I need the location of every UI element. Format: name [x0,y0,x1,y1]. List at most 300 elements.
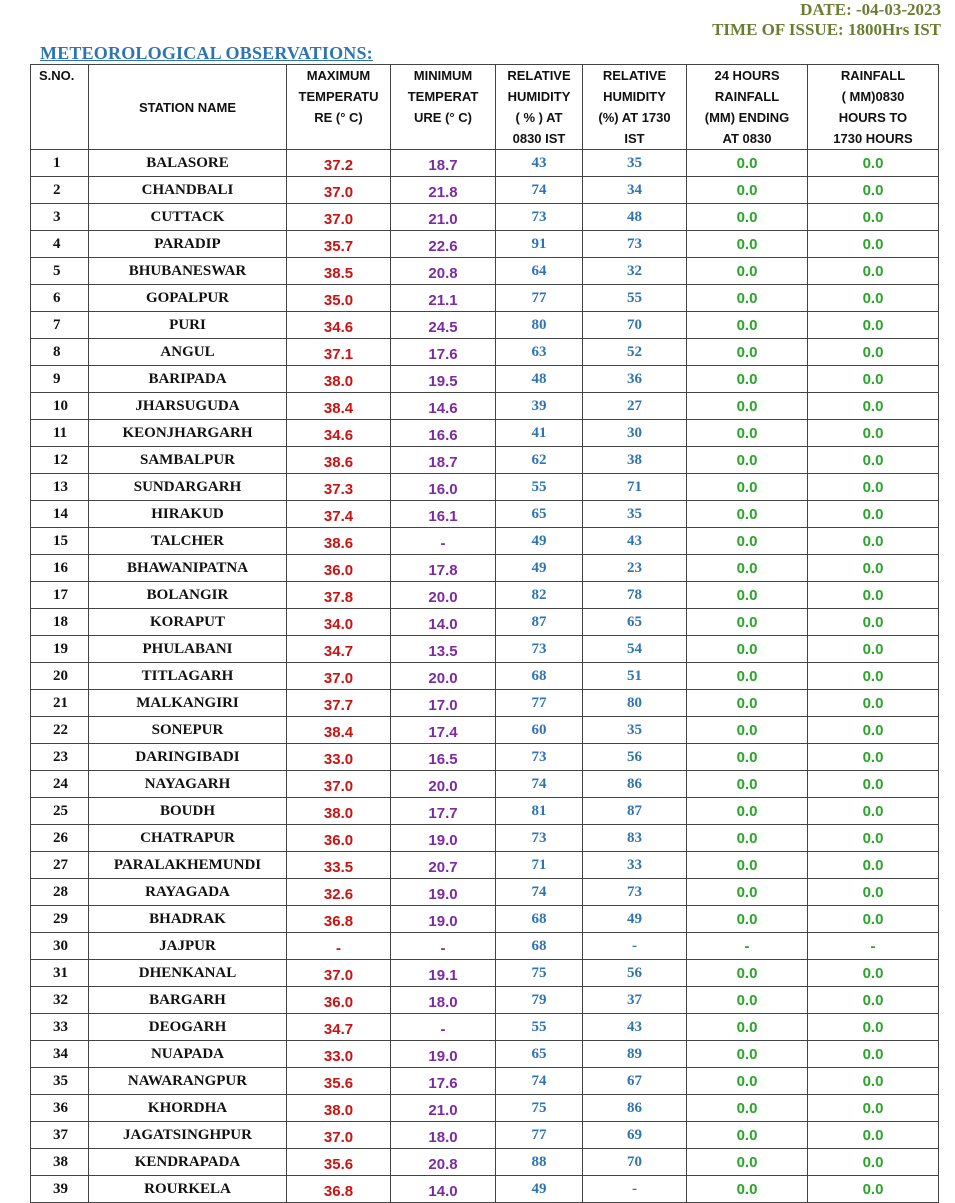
table-row [31,771,939,798]
cell-rh-0830: 48 [496,366,583,393]
cell-rain-24h: 0.0 [687,204,808,231]
table-row [31,582,939,609]
table-row [31,555,939,582]
table-row [31,420,939,447]
cell-rh-1730: 35 [583,717,687,744]
cell-max-temp: 37.0 [287,771,391,798]
cell-rain-24h: 0.0 [687,366,808,393]
cell-min-temp: - [391,528,496,555]
cell-sno: 12 [31,447,89,474]
cell-rh-1730: 55 [583,285,687,312]
cell-min-temp: 21.8 [391,177,496,204]
cell-rh-0830: 62 [496,447,583,474]
cell-rain-0830-1730: 0.0 [808,1122,939,1149]
cell-sno: 1 [31,150,89,177]
cell-station-name: GOPALPUR [89,285,287,312]
cell-rh-1730: 36 [583,366,687,393]
cell-rh-1730: 86 [583,771,687,798]
table-row [31,393,939,420]
cell-rh-1730: 33 [583,852,687,879]
cell-min-temp: 20.8 [391,1149,496,1176]
cell-rh-1730: 48 [583,204,687,231]
cell-sno: 17 [31,582,89,609]
cell-rain-0830-1730: 0.0 [808,285,939,312]
table-row [31,1095,939,1122]
cell-rain-0830-1730: 0.0 [808,825,939,852]
cell-sno: 7 [31,312,89,339]
cell-min-temp: 17.0 [391,690,496,717]
cell-rain-24h: 0.0 [687,339,808,366]
cell-rh-1730: 34 [583,177,687,204]
cell-rain-0830-1730: 0.0 [808,852,939,879]
cell-rh-0830: 68 [496,663,583,690]
cell-sno: 31 [31,960,89,987]
cell-sno: 4 [31,231,89,258]
cell-sno: 2 [31,177,89,204]
cell-rh-0830: 68 [496,906,583,933]
cell-rh-1730: 35 [583,150,687,177]
cell-max-temp: 34.6 [287,312,391,339]
cell-rain-24h: 0.0 [687,582,808,609]
cell-min-temp: 13.5 [391,636,496,663]
cell-station-name: PURI [89,312,287,339]
table-row [31,204,939,231]
cell-max-temp: 37.0 [287,204,391,231]
table-row [31,1068,939,1095]
cell-rh-0830: 49 [496,528,583,555]
table-row [31,447,939,474]
cell-sno: 6 [31,285,89,312]
cell-rh-0830: 49 [496,1176,583,1203]
cell-min-temp: 18.0 [391,987,496,1014]
table-row [31,636,939,663]
cell-station-name: NUAPADA [89,1041,287,1068]
cell-rh-1730: 30 [583,420,687,447]
table-body [31,150,939,1203]
cell-min-temp: 20.0 [391,771,496,798]
cell-rain-24h: 0.0 [687,447,808,474]
cell-rain-0830-1730: 0.0 [808,717,939,744]
table-row [31,339,939,366]
cell-station-name: BHUBANESWAR [89,258,287,285]
cell-max-temp: 38.0 [287,366,391,393]
cell-rh-1730: 27 [583,393,687,420]
cell-sno: 39 [31,1176,89,1203]
table-row [31,312,939,339]
cell-sno: 19 [31,636,89,663]
cell-rain-0830-1730: 0.0 [808,204,939,231]
cell-station-name: RAYAGADA [89,879,287,906]
cell-rain-0830-1730: 0.0 [808,744,939,771]
cell-max-temp: 35.7 [287,231,391,258]
cell-rh-1730: 23 [583,555,687,582]
cell-rain-0830-1730: 0.0 [808,393,939,420]
cell-max-temp: 33.0 [287,744,391,771]
table-row [31,1014,939,1041]
cell-sno: 14 [31,501,89,528]
cell-station-name: TALCHER [89,528,287,555]
cell-max-temp: 36.0 [287,987,391,1014]
table-row [31,258,939,285]
cell-min-temp: 24.5 [391,312,496,339]
cell-rh-1730: 65 [583,609,687,636]
cell-rh-1730: 35 [583,501,687,528]
cell-rh-1730: 70 [583,312,687,339]
cell-max-temp: 32.6 [287,879,391,906]
cell-rain-0830-1730: 0.0 [808,420,939,447]
col-header-max-temp: MAXIMUM TEMPERATU RE (° C) [287,65,391,150]
cell-rh-0830: 87 [496,609,583,636]
cell-max-temp: 37.7 [287,690,391,717]
table-row [31,879,939,906]
cell-rain-0830-1730: 0.0 [808,1095,939,1122]
cell-rh-1730: 67 [583,1068,687,1095]
time-of-issue: TIME OF ISSUE: 1800Hrs IST [712,20,941,39]
report-date: DATE: -04-03-2023 [800,0,941,19]
cell-rh-1730: 52 [583,339,687,366]
cell-rh-0830: 71 [496,852,583,879]
cell-min-temp: 17.7 [391,798,496,825]
cell-rain-0830-1730: 0.0 [808,609,939,636]
cell-sno: 36 [31,1095,89,1122]
cell-rh-1730: 78 [583,582,687,609]
cell-rh-0830: 64 [496,258,583,285]
table-row [31,960,939,987]
cell-min-temp: 16.5 [391,744,496,771]
cell-min-temp: 16.1 [391,501,496,528]
cell-rain-0830-1730: - [808,933,939,960]
cell-rain-24h: 0.0 [687,1014,808,1041]
cell-station-name: BALASORE [89,150,287,177]
cell-min-temp: 21.0 [391,204,496,231]
cell-min-temp: 19.0 [391,879,496,906]
cell-station-name: JAJPUR [89,933,287,960]
cell-sno: 35 [31,1068,89,1095]
cell-rain-0830-1730: 0.0 [808,771,939,798]
cell-station-name: NAWARANGPUR [89,1068,287,1095]
cell-max-temp: 36.8 [287,1176,391,1203]
cell-station-name: BHADRAK [89,906,287,933]
cell-sno: 28 [31,879,89,906]
table-row [31,609,939,636]
cell-rain-0830-1730: 0.0 [808,1149,939,1176]
cell-station-name: KEONJHARGARH [89,420,287,447]
cell-rh-1730: 43 [583,1014,687,1041]
cell-rain-24h: 0.0 [687,636,808,663]
cell-rain-24h: 0.0 [687,1095,808,1122]
cell-station-name: PARALAKHEMUNDI [89,852,287,879]
cell-rain-24h: 0.0 [687,501,808,528]
table-row [31,501,939,528]
cell-max-temp: 36.0 [287,825,391,852]
cell-sno: 37 [31,1122,89,1149]
cell-rain-0830-1730: 0.0 [808,555,939,582]
cell-rain-0830-1730: 0.0 [808,1176,939,1203]
cell-rh-0830: 79 [496,987,583,1014]
table-row [31,366,939,393]
cell-rain-24h: 0.0 [687,690,808,717]
cell-rh-0830: 55 [496,474,583,501]
cell-station-name: SONEPUR [89,717,287,744]
cell-rh-1730: 86 [583,1095,687,1122]
cell-rain-24h: 0.0 [687,906,808,933]
cell-max-temp: 37.0 [287,960,391,987]
cell-rain-24h: 0.0 [687,1176,808,1203]
cell-max-temp: 33.5 [287,852,391,879]
cell-min-temp: 16.6 [391,420,496,447]
cell-rain-24h: 0.0 [687,258,808,285]
cell-max-temp: 34.7 [287,1014,391,1041]
cell-max-temp: 37.1 [287,339,391,366]
cell-station-name: BHAWANIPATNA [89,555,287,582]
cell-sno: 32 [31,987,89,1014]
cell-rain-24h: 0.0 [687,609,808,636]
table-row [31,987,939,1014]
cell-min-temp: - [391,1014,496,1041]
cell-sno: 10 [31,393,89,420]
cell-max-temp: 34.6 [287,420,391,447]
table-row [31,744,939,771]
cell-rain-24h: 0.0 [687,420,808,447]
table-row [31,474,939,501]
cell-rain-0830-1730: 0.0 [808,906,939,933]
cell-sno: 11 [31,420,89,447]
cell-rh-0830: 91 [496,231,583,258]
cell-min-temp: 22.6 [391,231,496,258]
cell-rh-0830: 49 [496,555,583,582]
cell-rh-1730: - [583,933,687,960]
cell-max-temp: 37.2 [287,150,391,177]
cell-rh-1730: 38 [583,447,687,474]
cell-rh-1730: 32 [583,258,687,285]
table-row [31,1149,939,1176]
cell-station-name: ROURKELA [89,1176,287,1203]
cell-min-temp: 20.8 [391,258,496,285]
cell-rain-0830-1730: 0.0 [808,663,939,690]
table-row [31,285,939,312]
cell-max-temp: 36.8 [287,906,391,933]
cell-rh-1730: 73 [583,231,687,258]
cell-station-name: NAYAGARH [89,771,287,798]
cell-sno: 9 [31,366,89,393]
cell-rain-24h: 0.0 [687,798,808,825]
cell-max-temp: 33.0 [287,1041,391,1068]
col-header-rh-0830: RELATIVE HUMIDITY ( % ) AT 0830 IST [496,65,583,150]
cell-rh-0830: 77 [496,1122,583,1149]
cell-rh-1730: - [583,1176,687,1203]
cell-rain-0830-1730: 0.0 [808,1068,939,1095]
cell-rh-0830: 73 [496,744,583,771]
cell-rain-0830-1730: 0.0 [808,177,939,204]
table-row [31,798,939,825]
cell-max-temp: 35.0 [287,285,391,312]
col-header-sno: S.NO. [31,65,89,150]
cell-rh-0830: 77 [496,690,583,717]
cell-rh-0830: 73 [496,636,583,663]
cell-min-temp: 19.1 [391,960,496,987]
cell-min-temp: 18.0 [391,1122,496,1149]
col-header-rh-1730: RELATIVE HUMIDITY (%) AT 1730 IST [583,65,687,150]
cell-sno: 5 [31,258,89,285]
cell-rain-24h: 0.0 [687,312,808,339]
cell-station-name: KENDRAPADA [89,1149,287,1176]
cell-max-temp: 37.0 [287,1122,391,1149]
cell-rain-24h: - [687,933,808,960]
cell-rain-24h: 0.0 [687,474,808,501]
cell-max-temp: 37.4 [287,501,391,528]
cell-rh-1730: 54 [583,636,687,663]
cell-rh-1730: 69 [583,1122,687,1149]
cell-rain-24h: 0.0 [687,987,808,1014]
cell-max-temp: 35.6 [287,1149,391,1176]
cell-sno: 33 [31,1014,89,1041]
cell-max-temp: 38.6 [287,447,391,474]
cell-min-temp: 18.7 [391,150,496,177]
cell-rh-0830: 63 [496,339,583,366]
cell-rh-0830: 88 [496,1149,583,1176]
cell-rh-0830: 75 [496,1095,583,1122]
cell-station-name: PARADIP [89,231,287,258]
cell-min-temp: 19.0 [391,825,496,852]
cell-min-temp: 14.0 [391,1176,496,1203]
cell-rh-0830: 65 [496,1041,583,1068]
cell-rh-1730: 37 [583,987,687,1014]
cell-max-temp: 38.0 [287,1095,391,1122]
cell-rain-24h: 0.0 [687,285,808,312]
cell-station-name: PHULABANI [89,636,287,663]
cell-rh-1730: 43 [583,528,687,555]
cell-rain-24h: 0.0 [687,177,808,204]
cell-rain-0830-1730: 0.0 [808,312,939,339]
cell-station-name: HIRAKUD [89,501,287,528]
cell-sno: 29 [31,906,89,933]
cell-rh-0830: 74 [496,177,583,204]
cell-station-name: JHARSUGUDA [89,393,287,420]
table-row [31,231,939,258]
cell-rh-0830: 41 [496,420,583,447]
table-row [31,852,939,879]
cell-max-temp: 37.0 [287,663,391,690]
cell-max-temp: 34.7 [287,636,391,663]
cell-rain-0830-1730: 0.0 [808,1014,939,1041]
cell-min-temp: 21.1 [391,285,496,312]
cell-max-temp: 38.4 [287,393,391,420]
cell-rh-0830: 74 [496,1068,583,1095]
cell-rh-0830: 60 [496,717,583,744]
cell-rain-24h: 0.0 [687,771,808,798]
cell-rh-0830: 75 [496,960,583,987]
cell-rain-24h: 0.0 [687,852,808,879]
cell-max-temp: 38.6 [287,528,391,555]
cell-sno: 13 [31,474,89,501]
cell-sno: 34 [31,1041,89,1068]
cell-rh-0830: 77 [496,285,583,312]
cell-rain-0830-1730: 0.0 [808,366,939,393]
cell-sno: 24 [31,771,89,798]
cell-max-temp: 35.6 [287,1068,391,1095]
cell-max-temp: 37.0 [287,177,391,204]
cell-rh-0830: 74 [496,879,583,906]
cell-rh-0830: 55 [496,1014,583,1041]
cell-rain-24h: 0.0 [687,1068,808,1095]
cell-station-name: SAMBALPUR [89,447,287,474]
cell-rh-1730: 56 [583,960,687,987]
cell-sno: 16 [31,555,89,582]
cell-min-temp: 17.6 [391,1068,496,1095]
cell-rain-24h: 0.0 [687,231,808,258]
cell-sno: 25 [31,798,89,825]
cell-rain-24h: 0.0 [687,1149,808,1176]
cell-station-name: SUNDARGARH [89,474,287,501]
cell-max-temp: 34.0 [287,609,391,636]
cell-min-temp: 20.0 [391,663,496,690]
cell-station-name: CHATRAPUR [89,825,287,852]
cell-sno: 22 [31,717,89,744]
cell-rain-0830-1730: 0.0 [808,1041,939,1068]
cell-rain-0830-1730: 0.0 [808,528,939,555]
cell-station-name: KORAPUT [89,609,287,636]
cell-min-temp: 21.0 [391,1095,496,1122]
cell-rh-1730: 83 [583,825,687,852]
cell-rain-0830-1730: 0.0 [808,258,939,285]
cell-rain-24h: 0.0 [687,717,808,744]
cell-min-temp: 20.7 [391,852,496,879]
cell-max-temp: 37.3 [287,474,391,501]
cell-rh-0830: 73 [496,204,583,231]
cell-rain-24h: 0.0 [687,393,808,420]
cell-rh-0830: 68 [496,933,583,960]
cell-station-name: CUTTACK [89,204,287,231]
cell-rain-0830-1730: 0.0 [808,690,939,717]
cell-station-name: DHENKANAL [89,960,287,987]
cell-rh-0830: 39 [496,393,583,420]
cell-rain-0830-1730: 0.0 [808,987,939,1014]
cell-max-temp: 38.0 [287,798,391,825]
cell-min-temp: 14.0 [391,609,496,636]
cell-rh-1730: 49 [583,906,687,933]
section-title: METEOROLOGICAL OBSERVATIONS: [40,43,373,63]
cell-sno: 20 [31,663,89,690]
cell-min-temp: 18.7 [391,447,496,474]
cell-rain-0830-1730: 0.0 [808,150,939,177]
table-row [31,177,939,204]
table-row [31,717,939,744]
cell-rh-1730: 71 [583,474,687,501]
cell-rh-1730: 89 [583,1041,687,1068]
cell-rh-0830: 81 [496,798,583,825]
cell-min-temp: 20.0 [391,582,496,609]
cell-rain-0830-1730: 0.0 [808,447,939,474]
table-row [31,663,939,690]
cell-rain-0830-1730: 0.0 [808,474,939,501]
cell-min-temp: 16.0 [391,474,496,501]
cell-rain-24h: 0.0 [687,1122,808,1149]
cell-max-temp: 38.5 [287,258,391,285]
table-row [31,825,939,852]
cell-sno: 3 [31,204,89,231]
cell-rh-0830: 43 [496,150,583,177]
cell-station-name: DEOGARH [89,1014,287,1041]
cell-station-name: CHANDBALI [89,177,287,204]
cell-rain-0830-1730: 0.0 [808,798,939,825]
table-row [31,906,939,933]
cell-rain-0830-1730: 0.0 [808,339,939,366]
cell-rh-1730: 73 [583,879,687,906]
cell-rh-0830: 82 [496,582,583,609]
cell-rain-24h: 0.0 [687,825,808,852]
cell-rh-1730: 51 [583,663,687,690]
cell-station-name: KHORDHA [89,1095,287,1122]
